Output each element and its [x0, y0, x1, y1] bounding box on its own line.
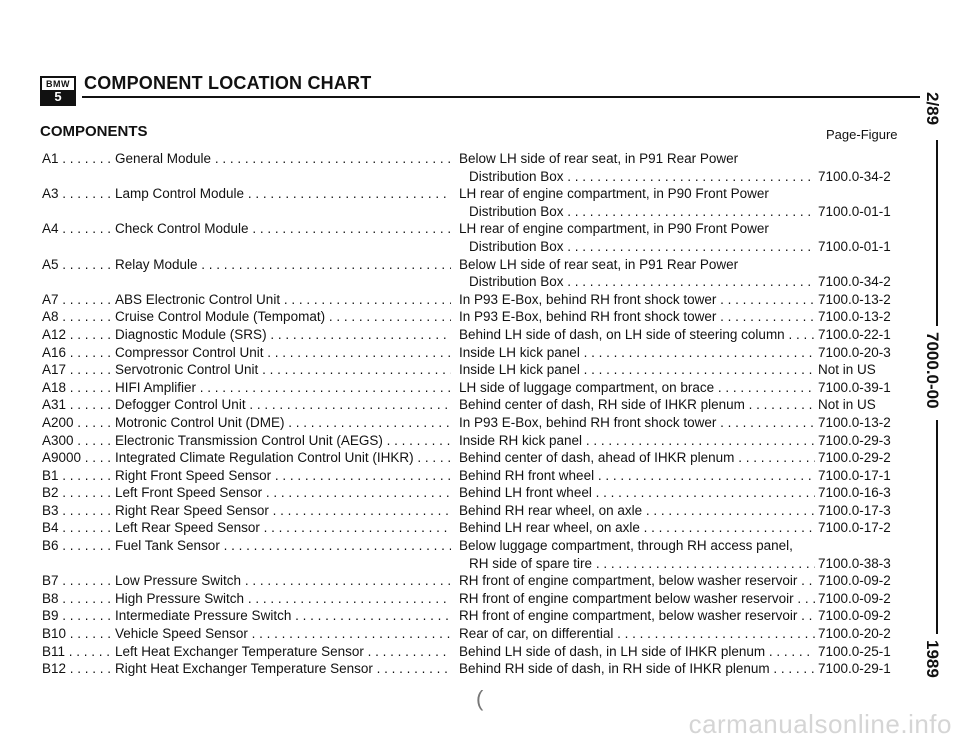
component-row — [0, 590, 940, 608]
component-location: Behind RH side of dash, in RH side of IHKR plenum . . . — [459, 660, 815, 678]
component-row-main-line — [0, 396, 940, 414]
component-code: B1 . . . — [42, 467, 114, 485]
component-page-figure: 7100.0-09-2 — [818, 590, 891, 606]
component-page-figure: 7100.0-29-2 — [818, 450, 891, 466]
component-page-figure: 7100.0-25-1 — [818, 643, 891, 659]
component-name: Defogger Control Unit . . . — [115, 396, 451, 414]
component-code: A200 . . . — [42, 414, 114, 432]
side-date: 2/89 — [923, 92, 942, 126]
component-name: Left Heat Exchanger Temperature Sensor . . . — [115, 643, 451, 661]
component-row — [0, 344, 940, 362]
component-row-main-line — [0, 467, 940, 485]
component-code: A7 . . . — [42, 291, 114, 309]
component-code: A1 . . . — [42, 150, 114, 168]
component-row — [0, 449, 940, 467]
component-location: In P93 E-Box, behind RH front shock tower . . . — [459, 308, 815, 326]
component-row-main-line — [0, 572, 940, 590]
component-row-main-line — [0, 379, 940, 397]
component-page-figure: 7100.0-38-3 — [818, 555, 891, 571]
component-row-main-line — [0, 660, 940, 678]
component-row-main-line — [0, 625, 940, 643]
component-code: B2 . . . — [42, 484, 114, 502]
component-page-figure: 7100.0-29-1 — [818, 661, 891, 677]
component-location: In P93 E-Box, behind RH front shock tower . . . — [459, 291, 815, 309]
component-row — [0, 185, 940, 220]
component-page-figure: 7100.0-34-2 — [818, 168, 891, 184]
component-row — [0, 643, 940, 661]
component-location: Behind LH front wheel . . . — [459, 484, 815, 502]
component-page-figure: 7100.0-34-2 — [818, 274, 891, 290]
component-page-figure: 7100.0-13-2 — [818, 291, 891, 307]
component-name: Fuel Tank Sensor . . . — [115, 537, 451, 555]
component-row-continuation-line — [0, 555, 940, 573]
component-location: Rear of car, on differential . . . — [459, 625, 815, 643]
component-location: Inside LH kick panel . . . — [459, 344, 815, 362]
component-location: Behind LH side of dash, in LH side of IHKR plenum . . . — [459, 643, 815, 661]
component-name: Intermediate Pressure Switch . . . — [115, 607, 451, 625]
component-row — [0, 326, 940, 344]
component-name: High Pressure Switch . . . — [115, 590, 451, 608]
component-page-figure: 7100.0-20-2 — [818, 626, 891, 642]
component-code: A31 . . . — [42, 396, 114, 414]
component-code: A8 . . . — [42, 308, 114, 326]
component-row — [0, 572, 940, 590]
component-row-main-line — [0, 185, 940, 203]
component-page-figure: 7100.0-20-3 — [818, 344, 891, 360]
component-page-figure: 7100.0-17-2 — [818, 520, 891, 536]
component-location: RH front of engine compartment, below washer reservoir . . . — [459, 607, 815, 625]
page-title: COMPONENT LOCATION CHART — [84, 73, 372, 93]
component-row-main-line — [0, 326, 940, 344]
component-code: B8 . . . — [42, 590, 114, 608]
component-row — [0, 502, 940, 520]
component-page-figure: 7100.0-39-1 — [818, 379, 891, 395]
component-row-main-line — [0, 590, 940, 608]
component-row — [0, 361, 940, 379]
component-page-figure: 7100.0-29-3 — [818, 432, 891, 448]
component-code: A4 . . . — [42, 220, 114, 238]
component-name: Right Heat Exchanger Temperature Sensor . . . — [115, 660, 451, 678]
component-row — [0, 150, 940, 185]
component-row — [0, 256, 940, 291]
component-location: Below LH side of rear seat, in P91 Rear Power — [459, 256, 739, 272]
component-name: Diagnostic Module (SRS) . . . — [115, 326, 451, 344]
component-location: RH front of engine compartment, below washer reservoir . . . — [459, 572, 815, 590]
component-code: B6 . . . — [42, 537, 114, 555]
component-page-figure: 7100.0-16-3 — [818, 485, 891, 501]
component-row — [0, 396, 940, 414]
component-location: RH side of spare tire . . . — [469, 555, 815, 573]
component-row — [0, 660, 940, 678]
side-rule-upper — [936, 140, 938, 326]
component-page-figure: Not in US — [818, 397, 876, 413]
component-code: B11 . . . — [42, 643, 114, 661]
component-location: In P93 E-Box, behind RH front shock tower . . . — [459, 414, 815, 432]
component-location: Behind center of dash, ahead of IHKR plenum . . . — [459, 449, 815, 467]
component-code: B3 . . . — [42, 502, 114, 520]
component-name: Check Control Module . . . — [115, 220, 451, 238]
component-page-figure: 7100.0-09-2 — [818, 573, 891, 589]
component-page-figure: 7100.0-09-2 — [818, 608, 891, 624]
component-row — [0, 220, 940, 255]
component-code: B12 . . . — [42, 660, 114, 678]
component-location: LH rear of engine compartment, in P90 Front Power — [459, 221, 769, 237]
component-location: Below luggage compartment, through RH access panel, — [459, 538, 793, 554]
component-row — [0, 432, 940, 450]
component-code: A3 . . . — [42, 185, 114, 203]
component-page-figure: 7100.0-01-1 — [818, 203, 891, 219]
component-page-figure: 7100.0-17-1 — [818, 467, 891, 483]
component-row-continuation-line — [0, 273, 940, 291]
component-name: Right Rear Speed Sensor . . . — [115, 502, 451, 520]
component-name: Right Front Speed Sensor . . . — [115, 467, 451, 485]
component-row-continuation-line — [0, 168, 940, 186]
component-code: A18 . . . — [42, 379, 114, 397]
component-row-continuation-line — [0, 238, 940, 256]
component-name: Low Pressure Switch . . . — [115, 572, 451, 590]
component-page-figure: 7100.0-22-1 — [818, 326, 891, 342]
component-location: Behind RH rear wheel, on axle . . . — [459, 502, 815, 520]
component-code: A12 . . . — [42, 326, 114, 344]
component-name: Left Rear Speed Sensor . . . — [115, 519, 451, 537]
component-code: B9 . . . — [42, 607, 114, 625]
component-location: Distribution Box . . . — [469, 203, 815, 221]
component-row-main-line — [0, 220, 940, 238]
component-row-main-line — [0, 643, 940, 661]
component-location: Behind LH rear wheel, on axle . . . — [459, 519, 815, 537]
component-row-main-line — [0, 537, 940, 555]
component-name: Compressor Control Unit . . . — [115, 344, 451, 362]
component-name: Electronic Transmission Control Unit (AEGS) . . . — [115, 432, 451, 450]
component-row — [0, 467, 940, 485]
component-name: ABS Electronic Control Unit . . . — [115, 291, 451, 309]
component-code: B10 . . . — [42, 625, 114, 643]
component-row-main-line — [0, 484, 940, 502]
component-name: Lamp Control Module . . . — [115, 185, 451, 203]
bmw-5-series-logo — [40, 76, 76, 106]
component-name: Cruise Control Module (Tempomat) . . . — [115, 308, 451, 326]
component-page-figure: 7100.0-17-3 — [818, 502, 891, 518]
component-code: A5 . . . — [42, 256, 114, 274]
component-name: Left Front Speed Sensor . . . — [115, 484, 451, 502]
component-list — [0, 150, 940, 678]
component-row-main-line — [0, 502, 940, 520]
component-row-main-line — [0, 256, 940, 274]
component-location: RH front of engine compartment below washer reservoir . . . — [459, 590, 815, 608]
component-row-main-line — [0, 414, 940, 432]
logo-series: 5 — [42, 90, 74, 104]
component-code: A300 . . . — [42, 432, 114, 450]
component-row — [0, 379, 940, 397]
component-code: A9000 . . . — [42, 449, 114, 467]
component-row — [0, 291, 940, 309]
component-name: Relay Module . . . — [115, 256, 451, 274]
component-row-continuation-line — [0, 203, 940, 221]
component-row-main-line — [0, 308, 940, 326]
page-figure-column-header: Page-Figure — [826, 127, 898, 142]
component-location: Below LH side of rear seat, in P91 Rear Power — [459, 151, 739, 166]
watermark: carmanualsonline.info — [688, 709, 952, 739]
component-code: A16 . . . — [42, 344, 114, 362]
component-name: Motronic Control Unit (DME) . . . — [115, 414, 451, 432]
title-rule — [82, 96, 920, 98]
component-name: Vehicle Speed Sensor . . . — [115, 625, 451, 643]
component-code: B7 . . . — [42, 572, 114, 590]
logo-brand: BMW — [42, 78, 74, 92]
component-row — [0, 537, 940, 572]
component-row-main-line — [0, 519, 940, 537]
component-location: Behind LH side of dash, on LH side of steering column . . . — [459, 326, 815, 344]
scan-artifact-mark: ( — [476, 686, 484, 711]
side-year: 1989 — [923, 640, 942, 678]
component-page-figure: 7100.0-13-2 — [818, 414, 891, 430]
component-location: Distribution Box . . . — [469, 238, 815, 256]
component-row-main-line — [0, 607, 940, 625]
component-location: Behind RH front wheel . . . — [459, 467, 815, 485]
section-heading: COMPONENTS — [40, 123, 148, 140]
component-location: Behind center of dash, RH side of IHKR plenum . . . — [459, 396, 815, 414]
component-location: LH rear of engine compartment, in P90 Front Power — [459, 186, 769, 202]
component-row-main-line — [0, 361, 940, 379]
component-row-main-line — [0, 291, 940, 309]
side-section-number: 7000.0-00 — [923, 332, 942, 409]
component-name: Integrated Climate Regulation Control Unit (IHKR) . . . — [115, 449, 451, 467]
component-name: Servotronic Control Unit . . . — [115, 361, 451, 379]
component-page-figure: 7100.0-13-2 — [818, 309, 891, 325]
side-rule-lower — [936, 420, 938, 634]
component-location: LH side of luggage compartment, on brace . . . — [459, 379, 815, 397]
component-code: A17 . . . — [42, 361, 114, 379]
component-location: Inside LH kick panel . . . — [459, 361, 815, 379]
component-name: General Module . . . — [115, 150, 451, 168]
component-location: Distribution Box . . . — [469, 273, 815, 291]
component-name: HIFI Amplifier . . . — [115, 379, 451, 397]
component-row-main-line — [0, 449, 940, 467]
component-row — [0, 484, 940, 502]
component-page-figure: 7100.0-01-1 — [818, 238, 891, 254]
component-row — [0, 607, 940, 625]
component-location: Distribution Box . . . — [469, 168, 815, 186]
component-row — [0, 414, 940, 432]
component-row — [0, 625, 940, 643]
component-row — [0, 519, 940, 537]
component-row-main-line — [0, 344, 940, 362]
component-row-main-line — [0, 432, 940, 450]
component-page-figure: Not in US — [818, 362, 876, 378]
component-row-main-line — [0, 150, 940, 168]
component-location: Inside RH kick panel . . . — [459, 432, 815, 450]
component-row — [0, 308, 940, 326]
component-code: B4 . . . — [42, 519, 114, 537]
